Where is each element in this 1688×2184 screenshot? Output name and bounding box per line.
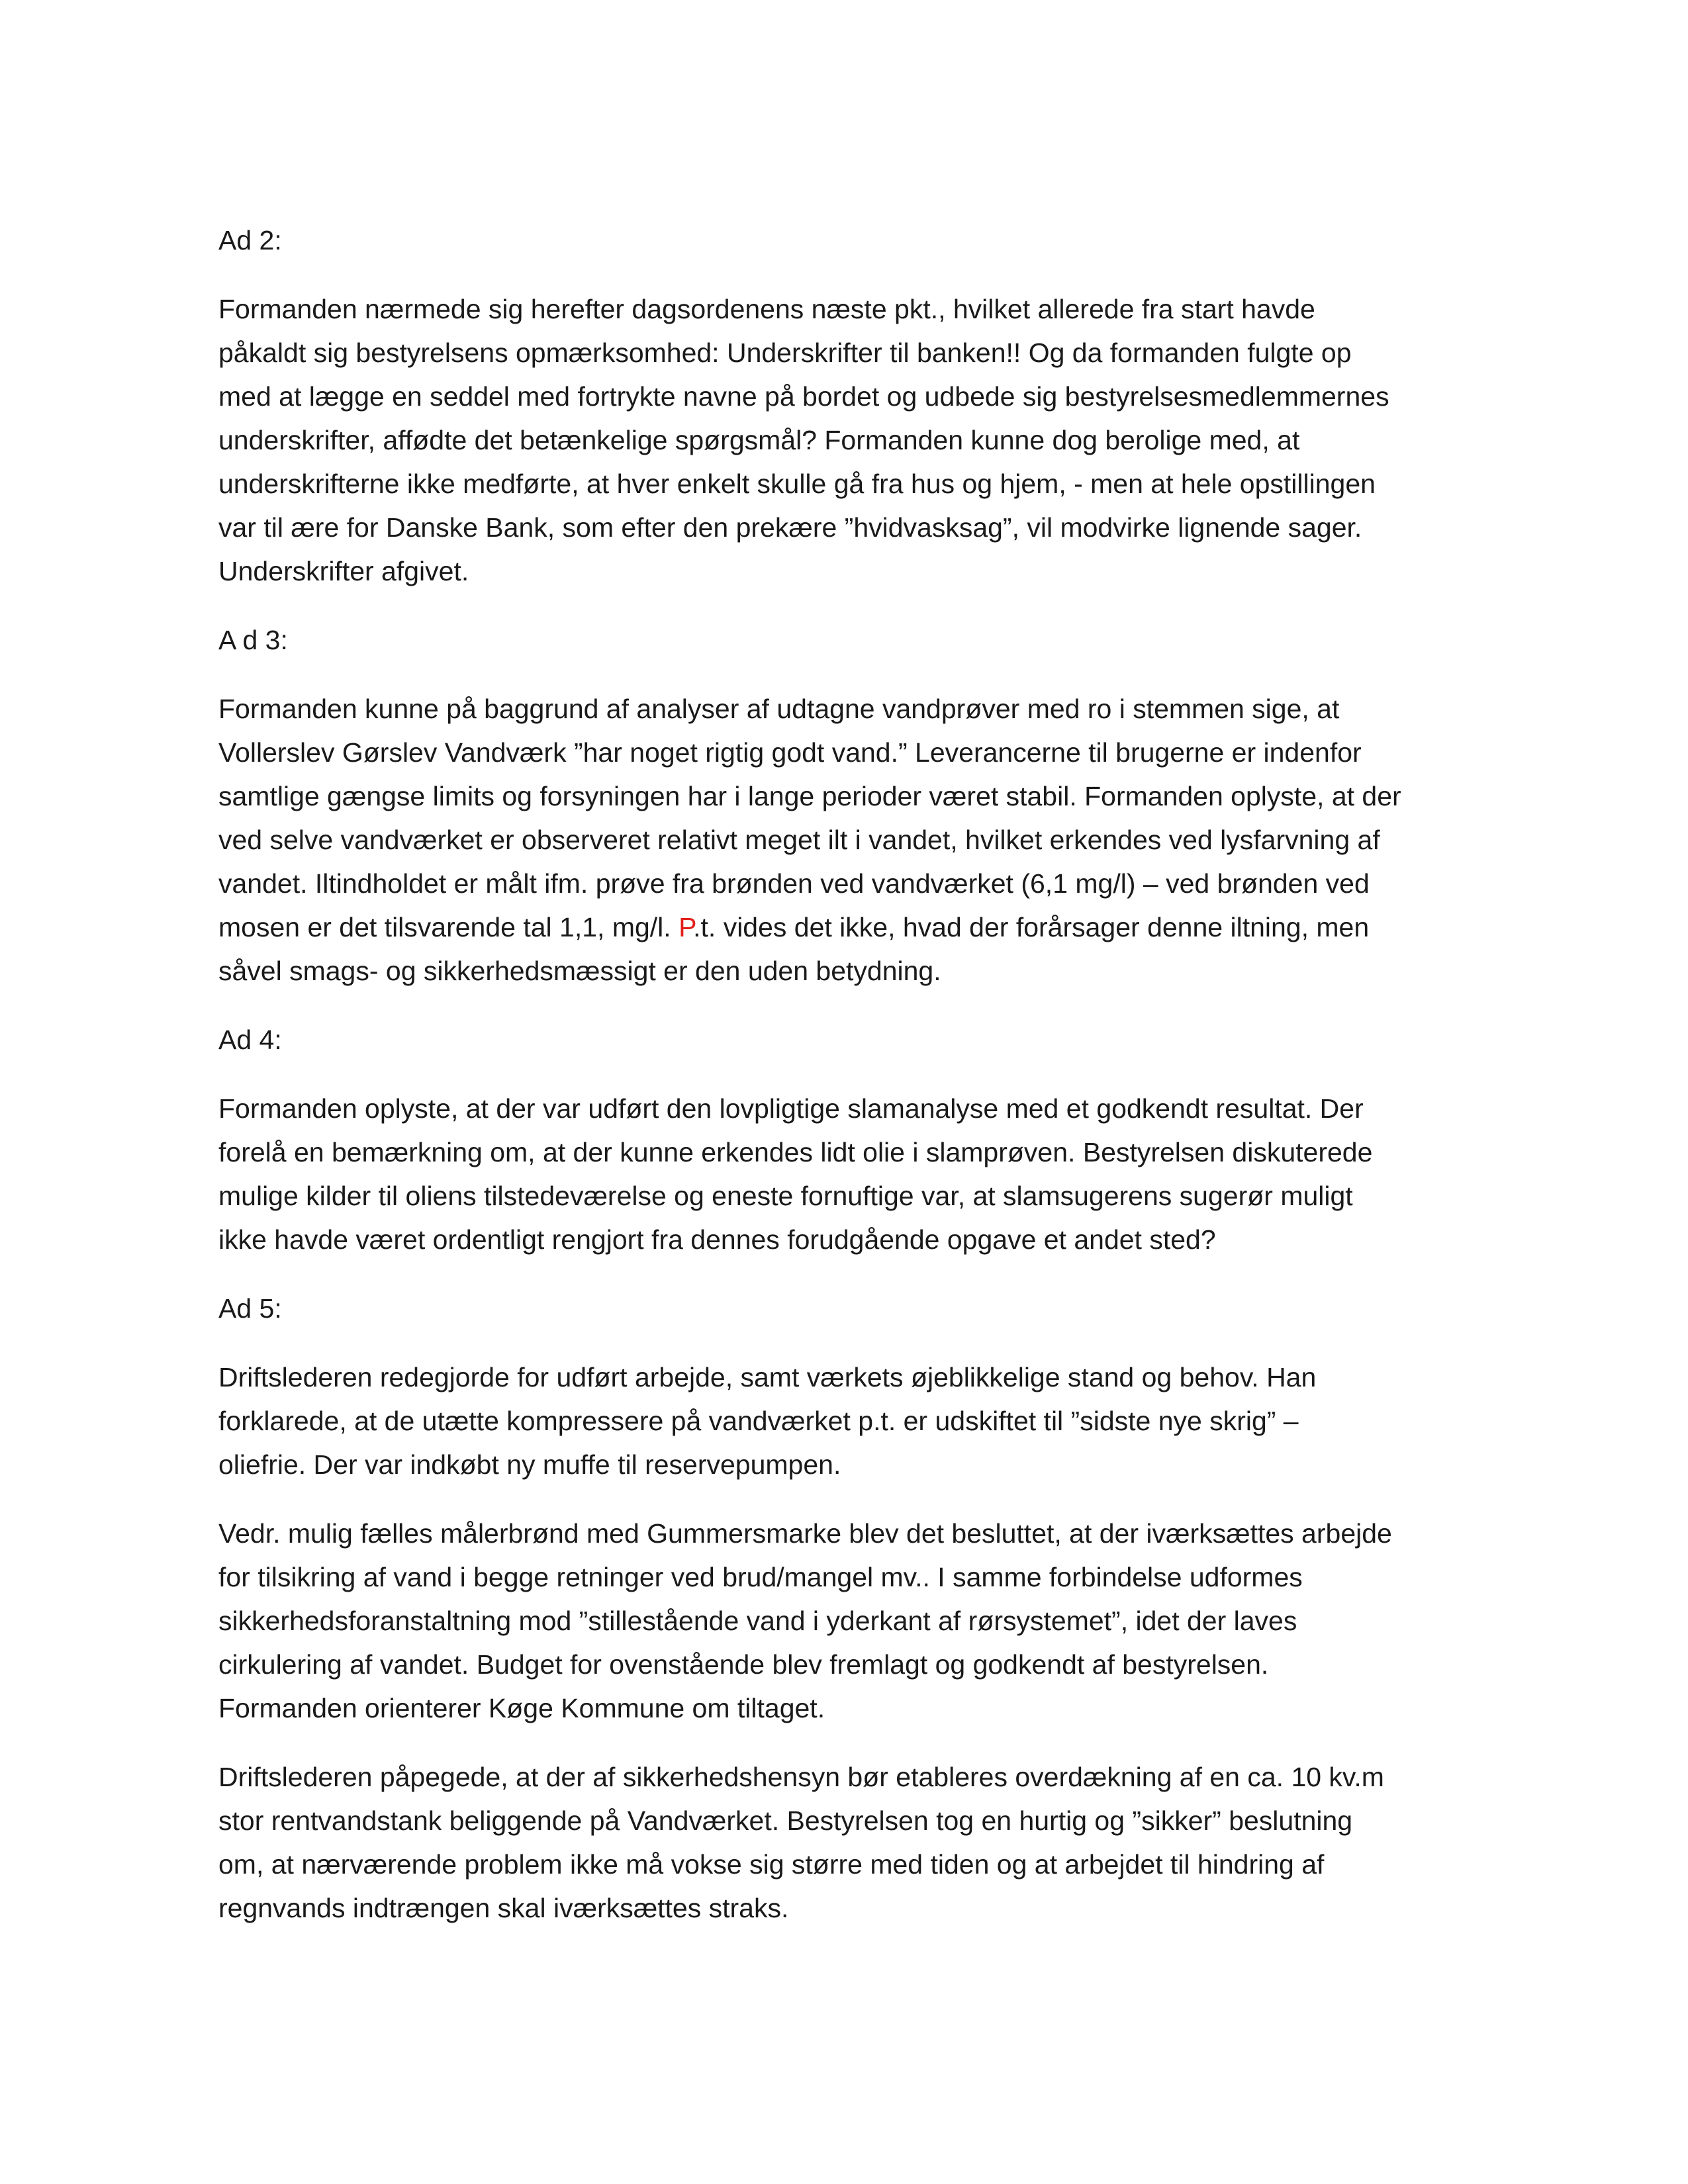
text-line: ikke havde været ordentligt rengjort fra dennes forudgående opgave et andet sted? [218, 1224, 1216, 1255]
document-page [218, 218, 1476, 1955]
text-line: Underskrifter afgivet. [218, 556, 469, 586]
text-line: såvel smags- og sikkerhedsmæssigt er den uden betydning. [218, 956, 941, 986]
text-line: Vollerslev Gørslev Vandværk ”har noget rigtig godt vand.” Leverancerne til brugerne er indenfor [218, 737, 1362, 768]
text-segment: mosen er det tilsvarende tal 1,1, mg/l. [218, 912, 679, 942]
text-line: underskrifter, affødte det betænkelige spørgsmål? Formanden kunne dog berolige med, at [218, 425, 1300, 455]
paragraph-ad-5-2 [218, 1512, 1476, 1730]
section-heading-ad-4: Ad 4: [218, 1024, 282, 1055]
text-line: samtlige gængse limits og forsyningen har i lange perioder været stabil. Formanden oplyste, at der [218, 781, 1401, 811]
text-line: Driftslederen påpegede, at der af sikkerhedshensyn bør etableres overdækning af en ca. 10 kv.m [218, 1762, 1384, 1792]
text-line: cirkulering af vandet. Budget for ovenstående blev fremlagt og godkendt af bestyrelsen. [218, 1649, 1269, 1680]
text-line: stor rentvandstank beliggende på Vandværket. Bestyrelsen tog en hurtig og ”sikker” beslutning [218, 1805, 1353, 1836]
paragraph-ad-3 [218, 687, 1476, 993]
text-line: Vedr. mulig fælles målerbrønd med Gummersmarke blev det besluttet, at der iværksættes arbejde [218, 1518, 1392, 1549]
text-line: for tilsikring af vand i begge retninger ved brud/mangel mv.. I samme forbindelse udformes [218, 1562, 1303, 1592]
text-line: forelå en bemærkning om, at der kunne erkendes lidt olie i slamprøven. Bestyrelsen diskuterede [218, 1137, 1373, 1167]
paragraph-ad-5-3 [218, 1755, 1476, 1930]
text-line: sikkerhedsforanstaltning mod ”stillestående vand i yderkant af rørsystemet”, idet der laves [218, 1606, 1297, 1636]
text-line: oliefrie. Der var indkøbt ny muffe til reservepumpen. [218, 1449, 841, 1480]
text-line: var til ære for Danske Bank, som efter den prekære ”hvidvasksag”, vil modvirke lignende sager. [218, 512, 1362, 543]
text-segment: .t. vides det ikke, hvad der forårsager denne iltning, men [693, 912, 1370, 942]
text-line: om, at nærværende problem ikke må vokse sig større med tiden og at arbejdet til hindring af [218, 1849, 1325, 1880]
text-line: påkaldt sig bestyrelsens opmærksomhed: Underskrifter til banken!! Og da formanden fulgte op [218, 338, 1352, 368]
text-line: underskrifterne ikke medførte, at hver enkelt skulle gå fra hus og hjem, - men at hele opstillingen [218, 469, 1376, 499]
text-line: mulige kilder til oliens tilstedeværelse og eneste fornuftige var, at slamsugerens sugerør muligt [218, 1181, 1353, 1211]
text-line: ved selve vandværket er observeret relativt meget ilt i vandet, hvilket erkendes ved lysfarvning af [218, 825, 1380, 855]
text-line: vandet. Iltindholdet er målt ifm. prøve fra brønden ved vandværket (6,1 mg/l) – ved brønden ved [218, 868, 1370, 899]
text-line: Formanden orienterer Køge Kommune om tiltaget. [218, 1693, 825, 1723]
text-line: Formanden kunne på baggrund af analyser af udtagne vandprøver med ro i stemmen sige, at [218, 694, 1340, 724]
text-line: Formanden nærmede sig herefter dagsordenens næste pkt., hvilket allerede fra start havde [218, 294, 1315, 324]
paragraph-ad-5-1 [218, 1355, 1476, 1486]
section-heading-ad-5: Ad 5: [218, 1293, 282, 1324]
text-line: med at lægge en seddel med fortrykte navne på bordet og udbede sig bestyrelsesmedlemmernes [218, 381, 1389, 412]
text-line: regnvands indtrængen skal iværksættes straks. [218, 1893, 789, 1923]
red-highlighted-letter: P [679, 912, 694, 942]
paragraph-ad-2 [218, 287, 1476, 593]
section-heading-ad-3: A d 3: [218, 625, 288, 655]
text-line: Formanden oplyste, at der var udført den lovpligtige slamanalyse med et godkendt resultat. Der [218, 1093, 1364, 1124]
paragraph-ad-4 [218, 1087, 1476, 1261]
text-line: Driftslederen redegjorde for udført arbejde, samt værkets øjeblikkelige stand og behov. Han [218, 1362, 1317, 1392]
text-line: forklarede, at de utætte kompressere på vandværket p.t. er udskiftet til ”sidste nye skrig” – [218, 1406, 1299, 1436]
section-heading-ad-2: Ad 2: [218, 225, 282, 255]
text-line-mixed [218, 905, 1476, 949]
